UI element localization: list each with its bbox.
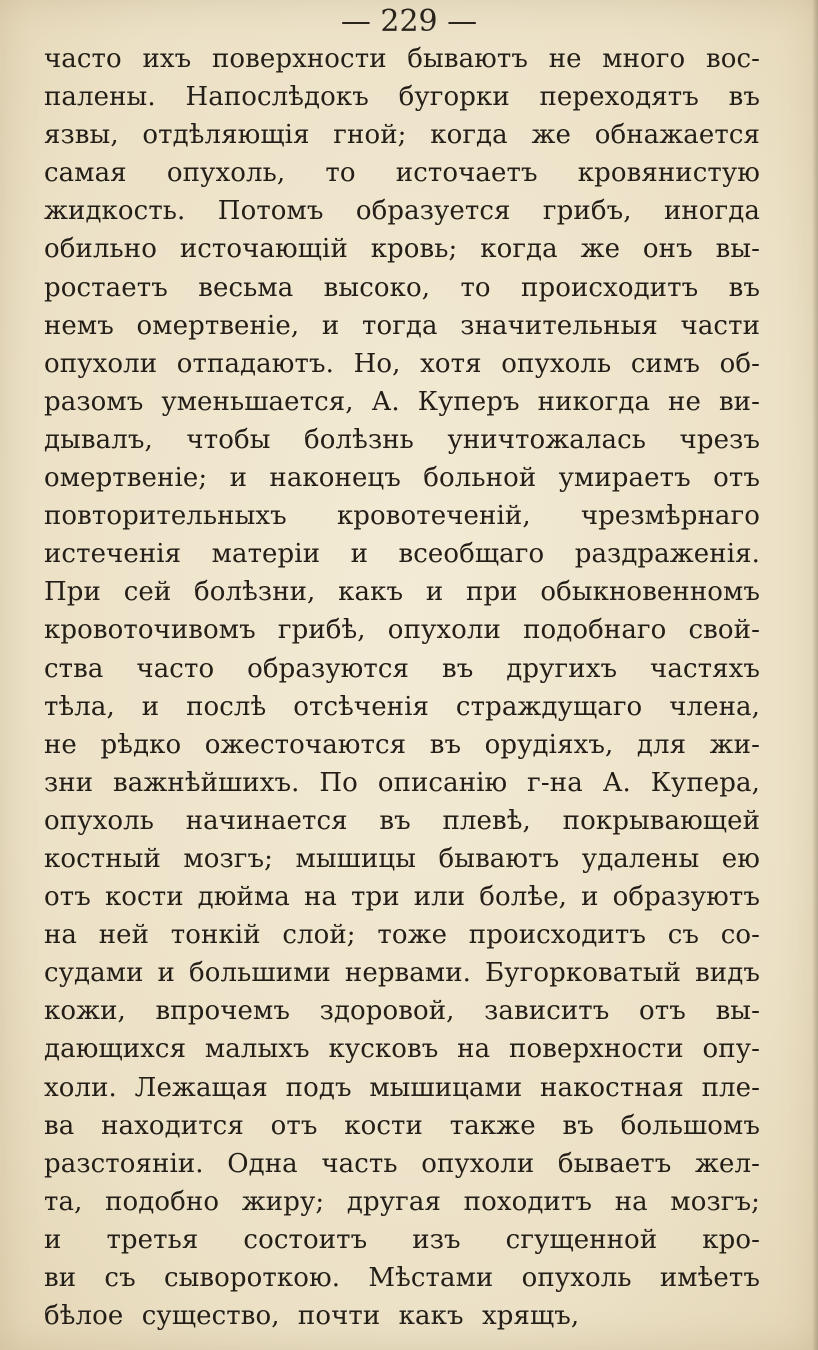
text-line: костный мозгъ; мышицы бываютъ удалены ею bbox=[44, 843, 760, 874]
text-line: та, подобно жиру; другая походитъ на мозгъ; bbox=[44, 1186, 760, 1217]
text-line: При сей болѣзни, какъ и при обыкновенномъ bbox=[44, 577, 760, 608]
page-edge-shadow bbox=[812, 0, 818, 1350]
text-line: кровоточивомъ грибѣ, опухоли подобнаго свой- bbox=[44, 615, 760, 646]
page-number: — 229 — bbox=[340, 4, 478, 39]
text-line: жидкость. Потомъ образуется грибъ, иногда bbox=[44, 196, 760, 227]
text-line: ростаетъ весьма высоко, то происходитъ въ bbox=[44, 272, 760, 303]
text-line: опухоль начинается въ плевѣ, покрывающей bbox=[44, 805, 760, 836]
text-line: и третья состоитъ изъ сгущенной кро- bbox=[44, 1224, 760, 1255]
text-line: опухоли отпадаютъ. Но, хотя опухоль симъ об- bbox=[44, 348, 760, 379]
body-text bbox=[44, 40, 760, 1335]
text-line: дывалъ, чтобы болѣзнь уничтожалась чрезъ bbox=[44, 424, 760, 455]
text-line: повторительныхъ кровотеченій, чрезмѣрнаго bbox=[44, 501, 760, 532]
text-line: немъ омертвеніе, и тогда значительныя части bbox=[44, 310, 760, 341]
text-line: зни важнѣйшихъ. По описанію г-на А. Купера, bbox=[44, 767, 760, 798]
text-line: не рѣдко ожесточаются въ орудіяхъ, для жи- bbox=[44, 729, 760, 760]
text-line: судами и большими нервами. Бугорковатый видъ bbox=[44, 958, 760, 989]
text-line: ства часто образуются въ другихъ частяхъ bbox=[44, 653, 760, 684]
text-line: омертвеніе; и наконецъ больной умираетъ отъ bbox=[44, 463, 760, 494]
text-line: часто ихъ поверхности бываютъ не много вос- bbox=[44, 44, 760, 74]
text-line: обильно источающій кровь; когда же онъ вы- bbox=[44, 234, 760, 265]
text-line: дающихся малыхъ кусковъ на поверхности опу- bbox=[44, 1034, 760, 1065]
text-line: холи. Лежащая подъ мышицами накостная пле- bbox=[44, 1072, 760, 1103]
text-line: отъ кости дюйма на три или болѣе, и образуютъ bbox=[44, 882, 760, 913]
text-line: палены. Напослѣдокъ бугорки переходятъ въ bbox=[44, 82, 760, 113]
text-line: бѣлое существо, почти какъ хрящъ, bbox=[44, 1301, 580, 1332]
text-line: кожи, впрочемъ здоровой, зависитъ отъ вы- bbox=[44, 996, 760, 1027]
text-line: ва находится отъ кости также въ большомъ bbox=[44, 1110, 760, 1141]
text-line: на ней тонкій слой; тоже происходитъ съ со- bbox=[44, 920, 760, 951]
text-line: разомъ уменьшается, А. Куперъ никогда не ви- bbox=[44, 386, 760, 417]
text-line: самая опухоль, то источаетъ кровянистую bbox=[44, 158, 760, 189]
text-line: истеченія матеріи и всеобщаго раздраженія. bbox=[44, 539, 760, 570]
text-line: язвы, отдѣляющія гной; когда же обнажается bbox=[44, 120, 760, 151]
text-line: разстояніи. Одна часть опухоли бываетъ жел- bbox=[44, 1148, 760, 1179]
text-line: ви съ сывороткою. Мѣстами опухоль имѣетъ bbox=[44, 1263, 760, 1293]
text-line: тѣла, и послѣ отсѣченія страждущаго члена, bbox=[44, 691, 760, 722]
